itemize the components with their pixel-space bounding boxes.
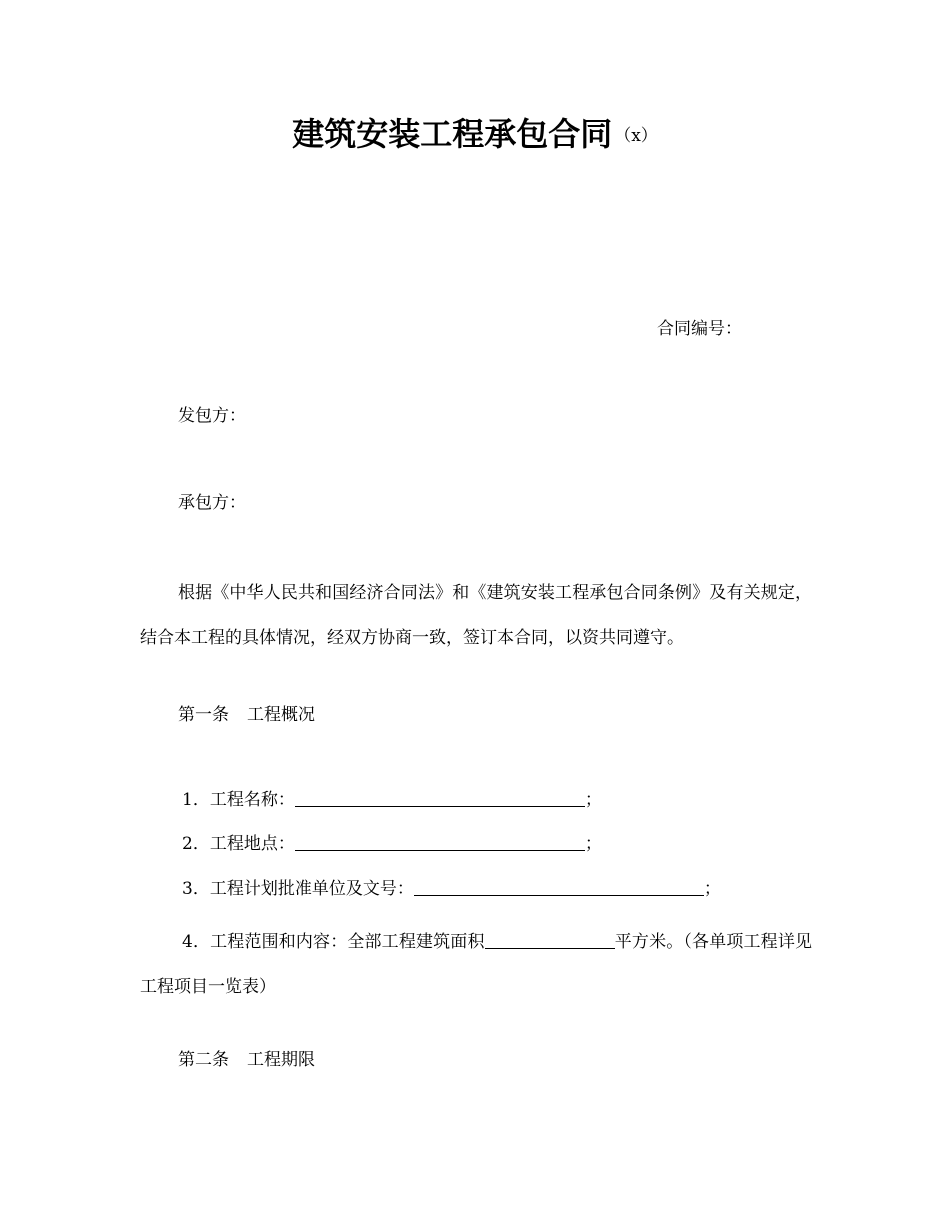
item-2-end: ； xyxy=(584,834,602,854)
item-3-label: 3．工程计划批准单位及文号： xyxy=(182,879,414,899)
intro-paragraph: 根据《中华人民共和国经济合同法》和《建筑安装工程承包合同条例》及有关规定，结合本工程的具体情况，经双方协商一致，签订本合同，以资共同遵守。 xyxy=(140,583,812,648)
contractor-label: 承包方： xyxy=(178,493,246,513)
document-title xyxy=(0,112,950,158)
employer-label: 发包方： xyxy=(178,406,246,426)
item-2-label: 2．工程地点： xyxy=(182,834,295,854)
article-2-number: 第二条 xyxy=(178,1050,229,1070)
article-1-heading xyxy=(178,702,315,728)
item-4-end: 平方米。（各单项工程详见工程项目一览表） xyxy=(140,932,812,997)
article-2-heading xyxy=(178,1047,315,1073)
project-name-blank[interactable] xyxy=(295,788,585,807)
building-area-blank[interactable] xyxy=(485,930,615,949)
item-4-label: 4．工程范围和内容：全部工程建筑面积 xyxy=(182,932,485,952)
item-3-end: ； xyxy=(703,879,721,899)
article-2-title: 工程期限 xyxy=(247,1050,315,1070)
item-1-label: 1．工程名称： xyxy=(182,790,295,810)
title-suffix: （x） xyxy=(614,126,658,146)
project-location-blank[interactable] xyxy=(295,832,585,851)
title-text: 建筑安装工程承包合同 xyxy=(292,115,613,153)
article-1-item-2 xyxy=(182,831,602,857)
approval-document-blank[interactable] xyxy=(414,877,704,896)
contract-number-label: 合同编号： xyxy=(657,319,742,339)
article-1-title: 工程概况 xyxy=(247,705,315,725)
article-1-number: 第一条 xyxy=(178,705,229,725)
item-1-end: ； xyxy=(584,790,602,810)
article-1-item-1 xyxy=(182,787,602,813)
article-1-item-4 xyxy=(140,920,812,1010)
article-1-item-3 xyxy=(182,876,721,902)
